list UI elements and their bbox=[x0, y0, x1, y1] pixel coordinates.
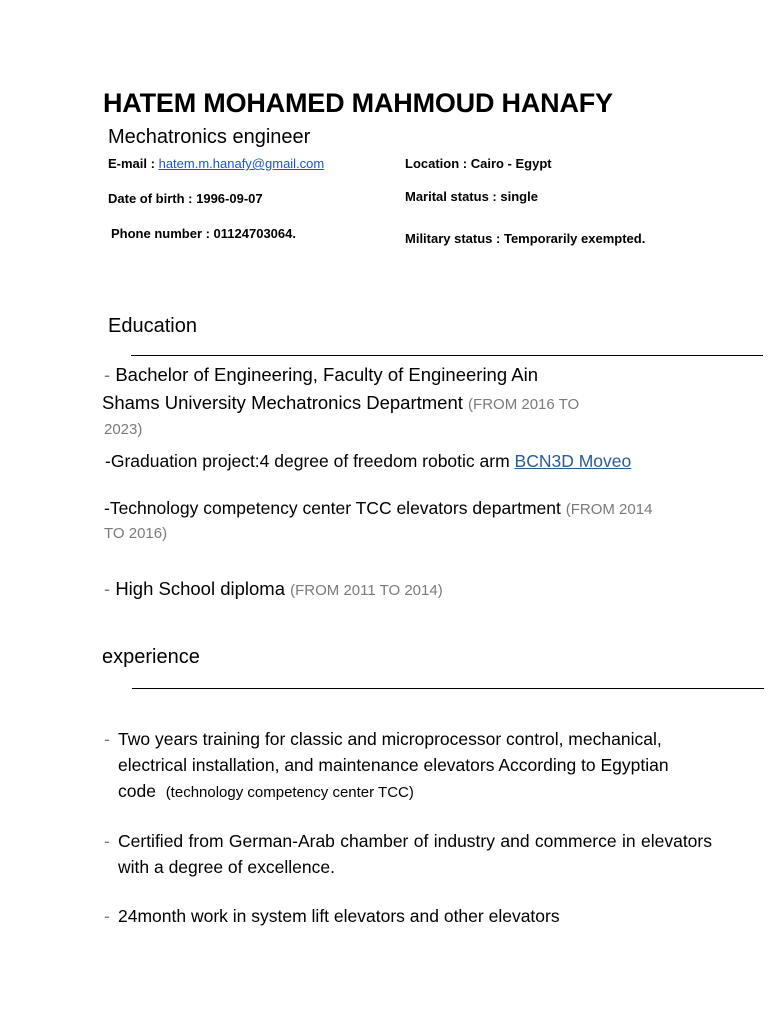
bullet-dash: - bbox=[104, 831, 110, 851]
graduation-project: -Graduation project:4 degree of freedom robotic arm BCN3D Moveo bbox=[105, 451, 632, 471]
candidate-name: HATEM MOHAMED MAHMOUD HANAFY bbox=[103, 88, 613, 118]
email-link[interactable]: hatem.m.hanafy@gmail.com bbox=[158, 156, 325, 171]
bachelor-dates: (FROM 2016 TO bbox=[468, 396, 580, 413]
bachelor-line-2: Shams University Mechatronics Department (FROM 2016 TO bbox=[102, 392, 580, 413]
email-label: E-mail : bbox=[108, 156, 155, 171]
tcc-dates-end: TO 2016) bbox=[104, 525, 168, 542]
project-link[interactable]: BCN3D Moveo bbox=[514, 451, 632, 471]
job-title: Mechatronics engineer bbox=[108, 126, 311, 148]
location: Location : Cairo - Egypt bbox=[405, 156, 552, 171]
experience-divider bbox=[132, 688, 764, 689]
tcc-education: -Technology competency center TCC elevators department (FROM 2014 bbox=[104, 498, 653, 518]
education-heading: Education bbox=[108, 315, 197, 337]
date-of-birth: Date of birth : 1996-09-07 bbox=[108, 191, 263, 206]
phone-number: Phone number : 01124703064. bbox=[111, 226, 296, 241]
experience-item: - Certified from German-Arab chamber of industry and commerce in elevators with a degree of excellence. bbox=[104, 828, 712, 880]
tcc-dates: (FROM 2014 bbox=[565, 501, 653, 518]
email-row bbox=[108, 156, 324, 171]
bullet-dash: - bbox=[104, 729, 110, 749]
bullet-dash: - bbox=[104, 906, 110, 926]
experience-heading: experience bbox=[102, 646, 200, 668]
experience-note: (technology competency center TCC) bbox=[165, 784, 414, 801]
bachelor-line-1: - Bachelor of Engineering, Faculty of Engineering Ain bbox=[104, 364, 538, 385]
experience-item: - 24month work in system lift elevators and other elevators bbox=[104, 903, 712, 929]
marital-status: Marital status : single bbox=[405, 189, 538, 204]
bullet-dash: - bbox=[104, 364, 116, 385]
experience-item: - Two years training for classic and microprocessor control, mechanical, electrical installation, and maintenance elevators According to Egyptian code (technology competency center TCC) bbox=[104, 726, 712, 806]
education-divider bbox=[131, 355, 763, 356]
bullet-dash: - bbox=[104, 578, 116, 599]
high-school: - High School diploma (FROM 2011 TO 2014) bbox=[104, 578, 443, 599]
military-status: Military status : Temporarily exempted. bbox=[405, 231, 646, 246]
bachelor-dates-end: 2023) bbox=[104, 421, 143, 438]
high-school-dates: (FROM 2011 TO 2014) bbox=[290, 582, 443, 599]
